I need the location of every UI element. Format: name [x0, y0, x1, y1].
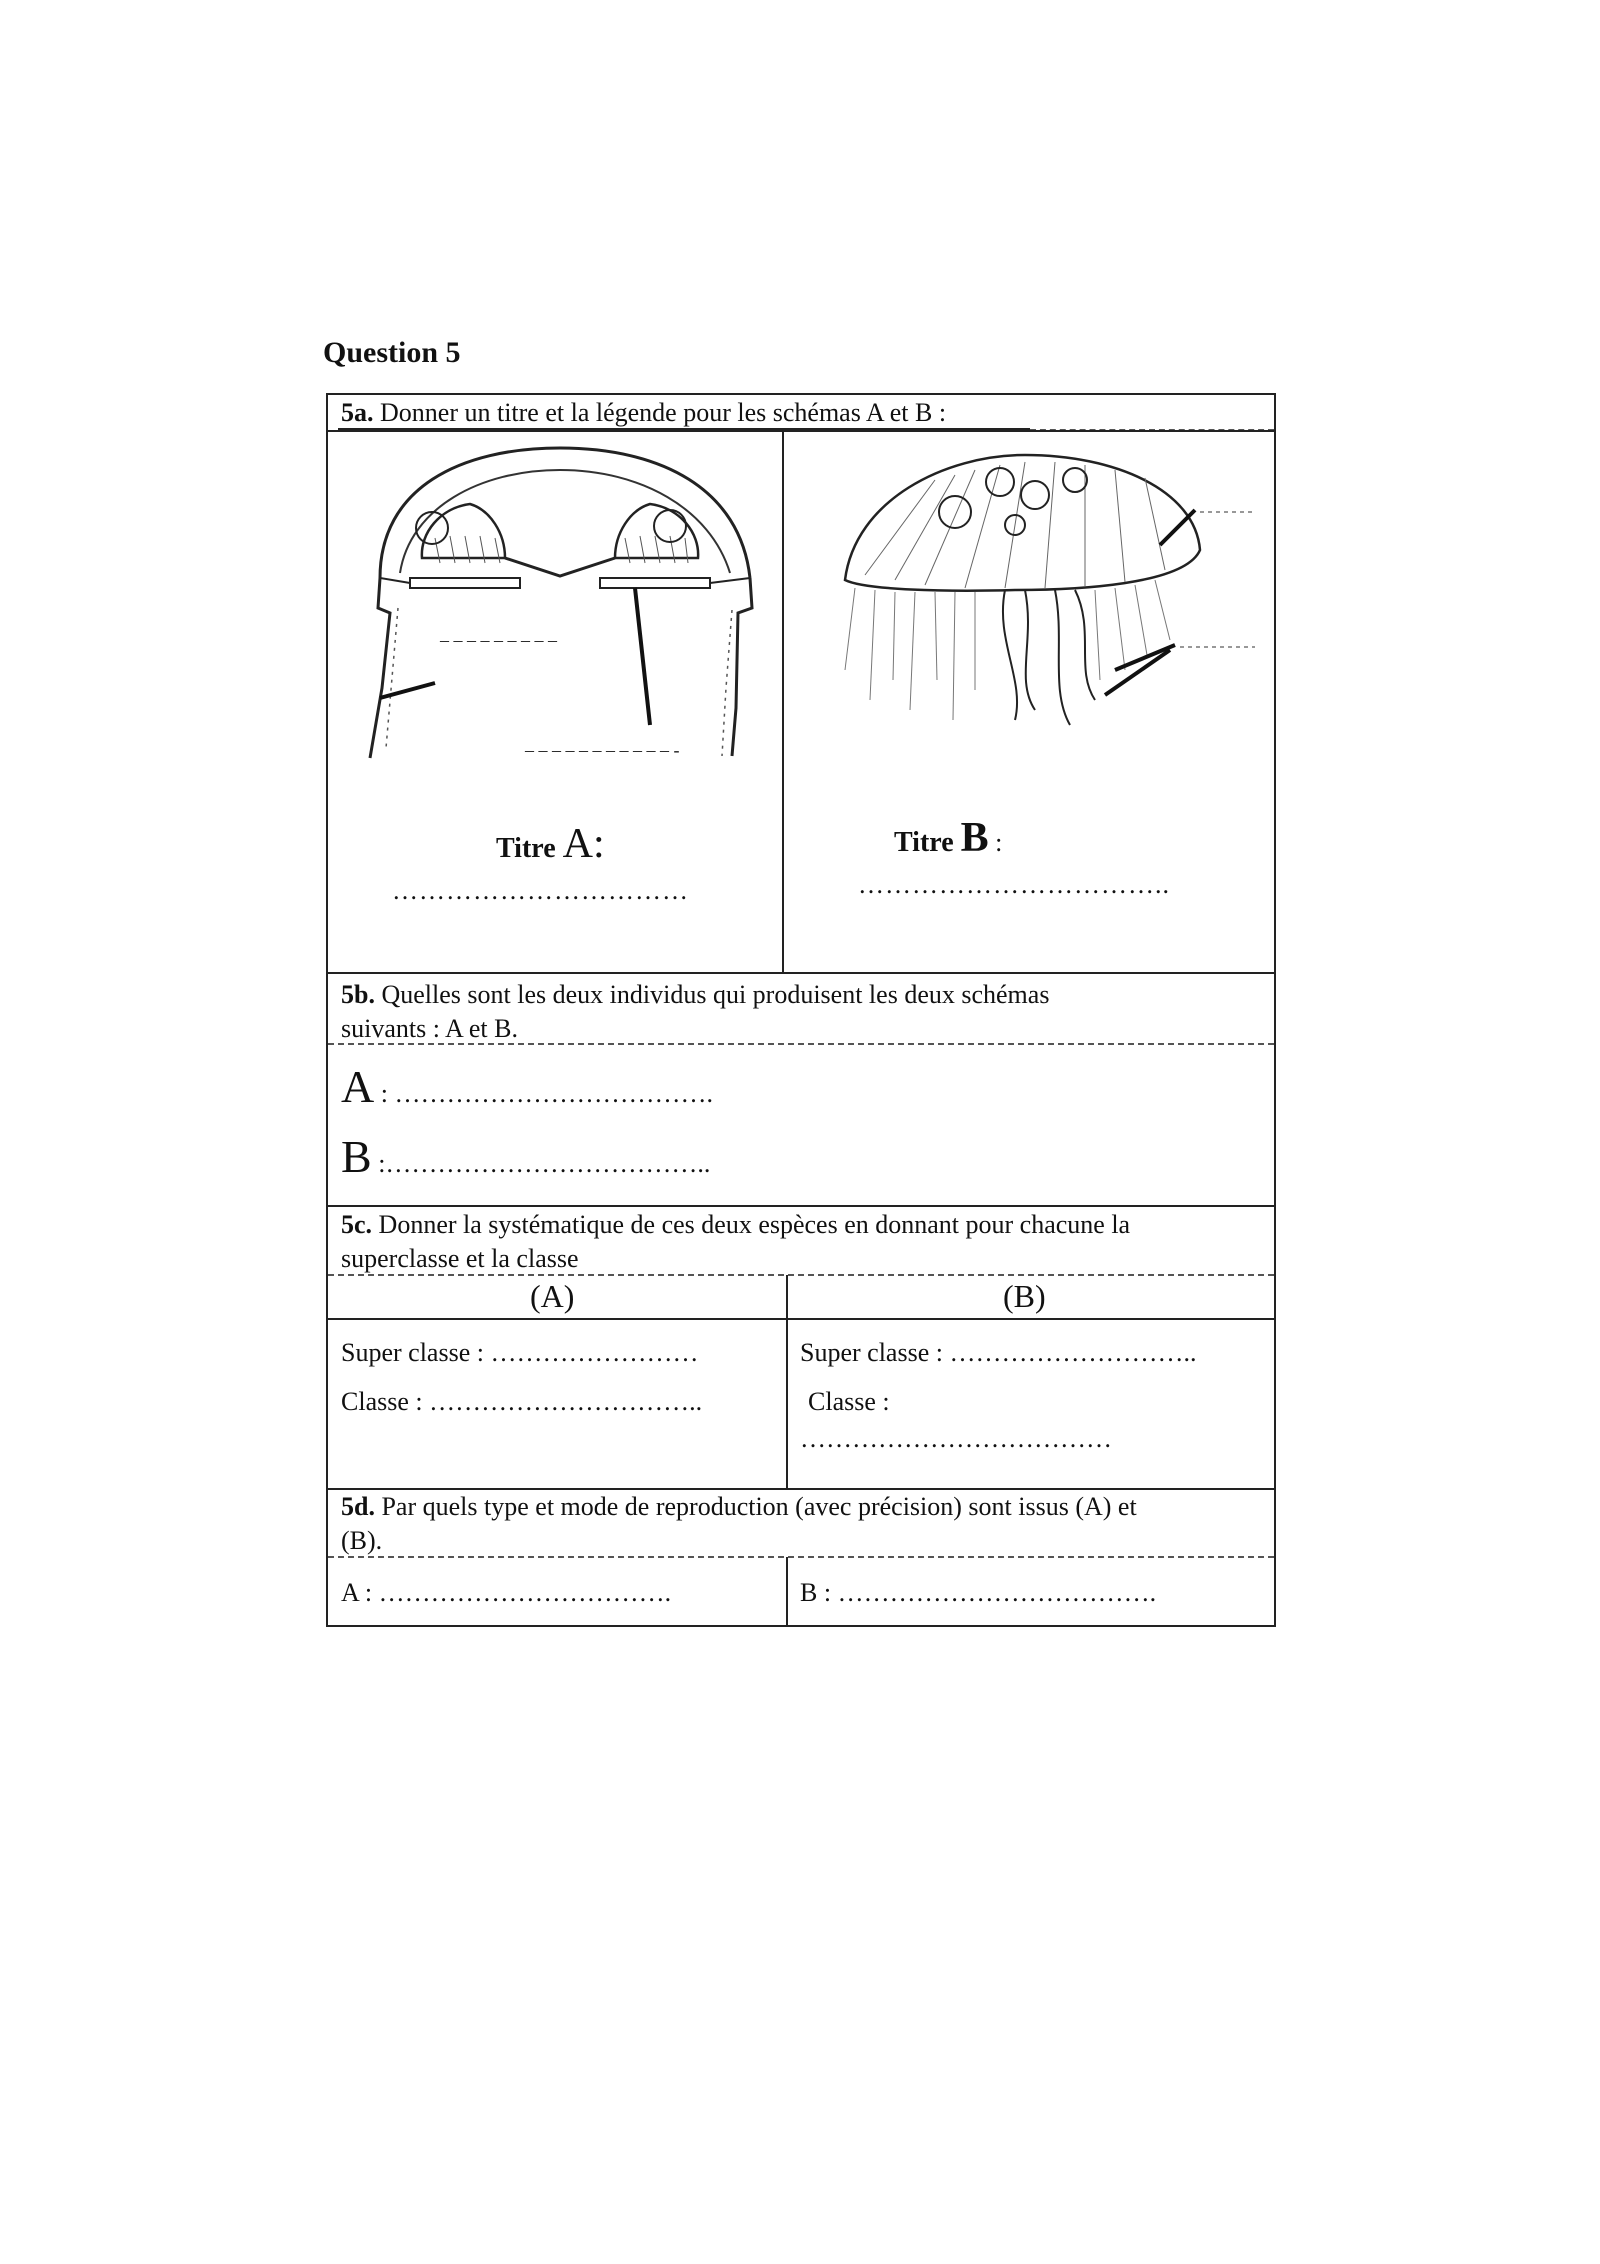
answer-5c-b-superclasse[interactable]: Super classe : ………………………..	[800, 1338, 1197, 1367]
answer-5b-a-field[interactable]: : ……………………………….	[374, 1079, 713, 1108]
title-b	[894, 814, 1002, 862]
answer-5b-a-letter: A	[341, 1061, 375, 1112]
question-5d-dashed-separator	[328, 1556, 1274, 1558]
answer-5c-a-superclasse[interactable]: Super classe : ……………………	[341, 1338, 699, 1367]
question-5d-number: 5d.	[341, 1492, 375, 1521]
column-a-header: (A)	[530, 1278, 575, 1314]
question-5b-prompt-line1: Quelles sont les deux individus qui produisent les deux schémas	[374, 980, 1050, 1009]
answer-5b-b	[341, 1130, 710, 1183]
question-5d-text	[341, 1490, 1137, 1558]
diagram-b-jellyfish	[825, 440, 1265, 760]
question-5c-dashed-separator	[328, 1274, 1274, 1276]
question-5b-number: 5b.	[341, 980, 375, 1009]
answer-5c-b-classe-field[interactable]: ………………………………	[800, 1424, 1112, 1453]
title-b-answer-field[interactable]: ……………………………..	[858, 870, 1170, 899]
question-5c-number: 5c.	[341, 1210, 373, 1239]
answer-5d-a[interactable]: A : …………………………….	[341, 1578, 672, 1607]
title-a-label: Titre	[496, 833, 563, 864]
section-5a-divider	[326, 430, 1276, 432]
question-5b-text	[341, 978, 1049, 1046]
question-5c-prompt-line2: superclasse et la classe	[341, 1244, 579, 1273]
title-a-answer-field[interactable]: ……………………………	[392, 876, 689, 905]
question-5b-dashed-separator	[328, 1043, 1274, 1045]
section-5a-column-divider	[782, 430, 784, 974]
column-b-header: (B)	[1003, 1278, 1046, 1314]
answer-5b-b-field[interactable]: :………………………………..	[371, 1149, 711, 1178]
answer-5c-a-classe[interactable]: Classe : …………………………..	[341, 1387, 703, 1416]
answer-5c-b-classe-label: Classe :	[808, 1387, 890, 1416]
title-a	[496, 820, 605, 868]
question-5a-text	[341, 396, 946, 430]
answer-5b-a	[341, 1060, 713, 1113]
answer-5d-b[interactable]: B : ……………………………….	[800, 1578, 1157, 1607]
section-5d-column-divider	[786, 1557, 788, 1627]
question-5d-prompt-line1: Par quels type et mode de reproduction (avec précision) sont issus (A) et	[374, 1492, 1137, 1521]
diagram-a-medusa-section	[340, 438, 780, 768]
title-a-letter: A:	[562, 821, 605, 867]
question-5a-number: 5a.	[341, 398, 374, 427]
question-heading: Question 5	[323, 336, 461, 369]
title-b-letter: B	[960, 815, 989, 861]
title-b-colon: :	[988, 828, 1003, 857]
question-5a-prompt: Donner un titre et la légende pour les schémas A et B :	[373, 398, 947, 427]
title-b-label: Titre	[894, 827, 961, 858]
diagram-a-label-dashes-1: – – – – – – – – –	[440, 630, 557, 650]
section-5c-header-divider	[326, 1318, 1276, 1320]
question-5c-prompt-line1: Donner la systématique de ces deux espèces en donnant pour chacune la	[372, 1210, 1131, 1239]
question-5b-prompt-line2: suivants : A et B.	[341, 1014, 518, 1043]
answer-5b-b-letter: B	[341, 1131, 372, 1182]
question-5c-text	[341, 1208, 1130, 1276]
section-5c-column-divider	[786, 1275, 788, 1490]
diagram-a-label-dashes-2: – – – – – – – – – – – -	[525, 740, 680, 760]
question-5d-prompt-line2: (B).	[341, 1526, 383, 1555]
